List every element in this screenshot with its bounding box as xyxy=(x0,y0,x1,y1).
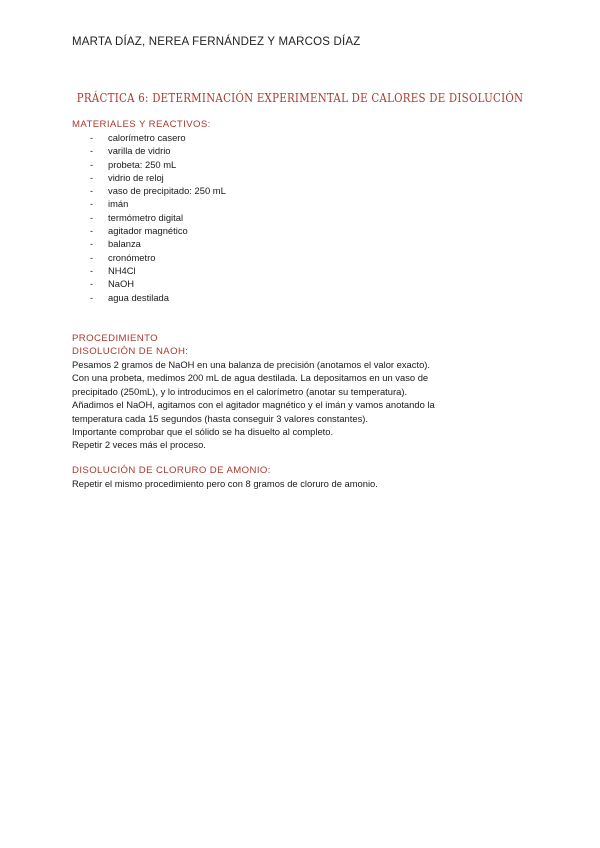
materials-section xyxy=(72,118,532,304)
bullet-dash: - xyxy=(90,158,94,170)
paragraph-line: Repetir el mismo procedimiento pero con 8 gramos de cloruro de amonio. xyxy=(72,477,378,489)
list-item xyxy=(72,158,532,171)
material-item: calorímetro casero xyxy=(108,132,186,143)
bullet-dash: - xyxy=(90,211,94,223)
paragraph-line: Importante comprobar que el sólido se ha disuelto al completo. xyxy=(72,426,334,438)
procedure-section xyxy=(72,332,542,490)
list-item xyxy=(72,237,532,250)
paragraph-line: Pesamos 2 gramos de NaOH en una balanza de precisión (anotamos el valor exacto). xyxy=(72,359,431,370)
materials-list xyxy=(72,131,532,304)
material-item: termómetro digital xyxy=(108,211,184,223)
material-item: cronómetro xyxy=(108,251,156,263)
material-item: varilla de vidrio xyxy=(108,145,171,157)
authors-header: MARTA DÍAZ, NEREA FERNÁNDEZ Y MARCOS DÍAZ xyxy=(72,36,361,48)
bullet-dash: - xyxy=(90,225,94,237)
document-title: PRÁCTICA 6: DETERMINACIÓN EXPERIMENTAL DE CALORES DE DISOLUCIÓN xyxy=(76,90,524,105)
list-item xyxy=(72,251,532,264)
paragraph-line: Añadimos el NaOH, agitamos con el agitador magnético y el imán y vamos anotando la xyxy=(72,399,435,411)
bullet-dash: - xyxy=(90,145,94,157)
list-item xyxy=(72,264,532,277)
list-item xyxy=(72,211,532,224)
list-item xyxy=(72,184,532,197)
bullet-dash: - xyxy=(90,264,94,276)
material-item: vaso de precipitado: 250 mL xyxy=(108,185,226,197)
paragraph-line: Repetir 2 veces más el proceso. xyxy=(72,439,206,451)
paragraph-line: temperatura cada 15 segundos (hasta conseguir 3 valores constantes). xyxy=(72,412,369,424)
section-spacer xyxy=(72,452,542,464)
bullet-dash: - xyxy=(90,238,94,250)
bullet-dash: - xyxy=(90,291,94,303)
material-item: agua destilada xyxy=(108,291,169,303)
material-item: vidrio de reloj xyxy=(108,171,164,183)
list-item xyxy=(72,171,532,184)
bullet-dash: - xyxy=(90,132,94,143)
material-item: balanza xyxy=(108,238,141,250)
list-item xyxy=(72,144,532,157)
procedure-heading: PROCEDIMIENTO xyxy=(72,333,159,344)
material-item: imán xyxy=(108,198,129,210)
paragraph-line: precipitado (250mL), y lo introducimos en el calorímetro (anotar su temperatura). xyxy=(72,385,408,397)
bullet-dash: - xyxy=(90,198,94,210)
material-item: probeta: 250 mL xyxy=(108,158,177,170)
bullet-dash: - xyxy=(90,185,94,197)
naoh-heading: DISOLUCIÓN DE NAOH: xyxy=(72,346,189,357)
bullet-dash: - xyxy=(90,171,94,183)
list-item xyxy=(72,224,532,237)
list-item xyxy=(72,197,532,210)
material-item: agitador magnético xyxy=(108,225,188,237)
list-item xyxy=(72,277,532,290)
materials-heading: MATERIALES Y REACTIVOS: xyxy=(72,119,211,130)
nh4cl-heading: DISOLUCIÓN DE CLORURO DE AMONIO: xyxy=(72,464,271,476)
material-item: NaOH xyxy=(108,278,135,290)
paragraph-line: Con una probeta, medimos 200 mL de agua destilada. La depositamos en un vaso de xyxy=(72,372,429,384)
list-item xyxy=(72,291,532,304)
list-item xyxy=(72,131,532,144)
material-item: NH4Cl xyxy=(108,264,136,276)
bullet-dash: - xyxy=(90,251,94,263)
bullet-dash: - xyxy=(90,278,94,290)
